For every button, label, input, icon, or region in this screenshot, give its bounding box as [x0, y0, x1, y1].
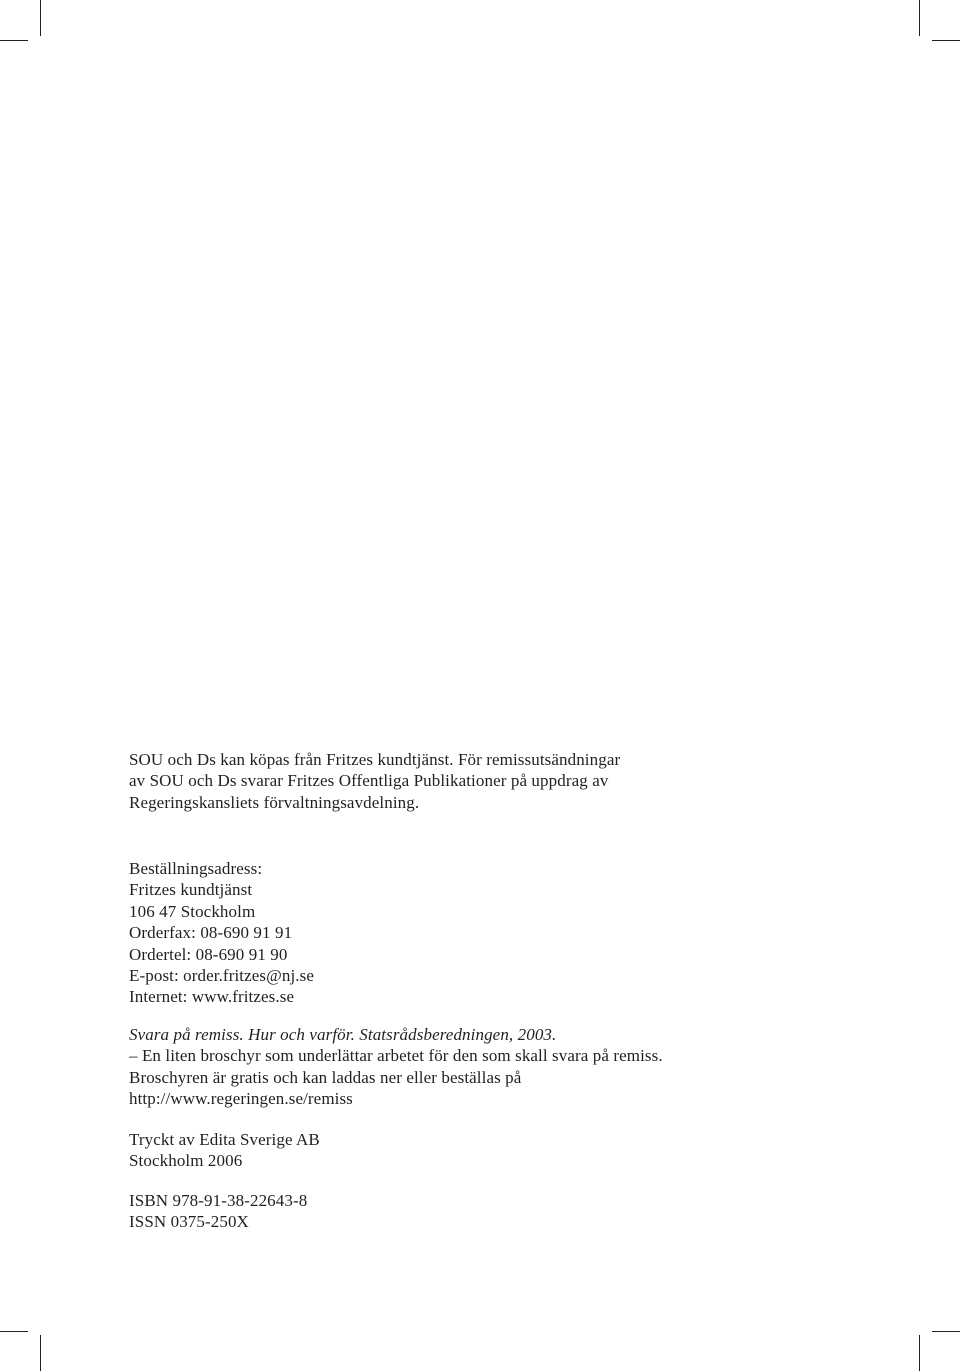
printer-info: [129, 1129, 809, 1172]
crop-mark-top-right-h: [932, 40, 960, 41]
order-fax: Orderfax: 08-690 91 91: [129, 923, 293, 943]
crop-mark-bottom-right-h: [932, 1331, 960, 1332]
intro-line: SOU och Ds kan köpas från Fritzes kundtjänst. För remissutsändningar: [129, 750, 621, 769]
order-heading: Beställningsadress:: [129, 859, 263, 878]
intro-line: Regeringskansliets förvaltningsavdelning.: [129, 792, 420, 812]
order-internet: Internet: www.fritzes.se: [129, 987, 295, 1007]
identifiers: [129, 1190, 809, 1233]
remiss-line: – En liten broschyr som underlättar arbetet för den som skall svara på remiss.: [129, 1046, 663, 1066]
isbn: ISBN 978-91-38-22643-8: [129, 1191, 308, 1210]
crop-mark-bottom-left-h: [0, 1331, 28, 1332]
remiss-url: http://www.regeringen.se/remiss: [129, 1089, 353, 1109]
intro-line: av SOU och Ds svarar Fritzes Offentliga Publikationer på uppdrag av: [129, 771, 609, 791]
crop-mark-bottom-right: [919, 1335, 920, 1371]
order-postal: 106 47 Stockholm: [129, 901, 256, 921]
order-name: Fritzes kundtjänst: [129, 880, 253, 900]
remiss-line: Broschyren är gratis och kan laddas ner eller beställas på: [129, 1067, 522, 1087]
crop-mark-top-left: [40, 0, 41, 36]
remiss-note: [129, 1024, 809, 1110]
issn: ISSN 0375-250X: [129, 1212, 249, 1232]
crop-mark-top-left-h: [0, 40, 28, 41]
order-address: [129, 858, 809, 1008]
printer-line: Tryckt av Edita Sverige AB: [129, 1130, 320, 1149]
order-tel: Ordertel: 08-690 91 90: [129, 944, 288, 964]
intro-paragraph: [129, 749, 809, 813]
remiss-title: Svara på remiss. Hur och varför. Statsrådsberedningen, 2003.: [129, 1025, 557, 1044]
crop-mark-bottom-left: [40, 1335, 41, 1371]
crop-mark-top-right: [919, 0, 920, 36]
printer-line: Stockholm 2006: [129, 1151, 243, 1171]
order-email: E-post: order.fritzes@nj.se: [129, 966, 315, 986]
